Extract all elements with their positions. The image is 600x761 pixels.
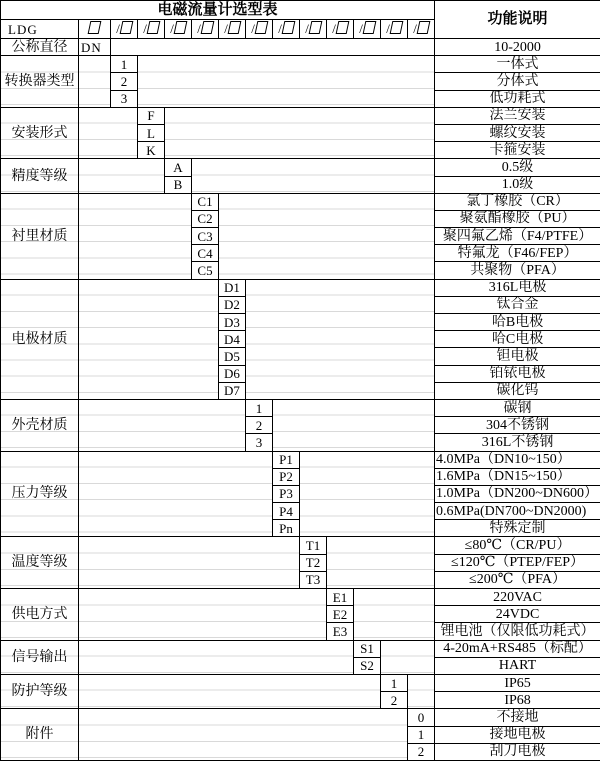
function-cell: 碳化钨 (435, 382, 600, 399)
order-code-slot-cell (165, 20, 192, 39)
empty-box-icon (119, 21, 133, 34)
spacer-cell (79, 193, 192, 279)
code-cell: F (138, 107, 165, 124)
spacer-cell (79, 537, 300, 589)
function-cell: 4-20mA+RS485（标配） (435, 640, 600, 657)
function-cell: 哈B电极 (435, 314, 600, 331)
order-code-slot-cell (300, 20, 327, 39)
code-cell: T2 (300, 554, 327, 571)
order-code-slot-cell (138, 20, 165, 39)
group-label: 信号输出 (1, 640, 79, 674)
spacer-cell (79, 399, 246, 451)
code-cell: 1 (408, 726, 435, 743)
slash-separator: / (251, 21, 255, 36)
code-cell: D3 (219, 314, 246, 331)
spacer-cell (79, 709, 408, 761)
function-cell: 低功耗式 (435, 90, 600, 107)
table-row (1, 193, 600, 210)
table-row (1, 107, 600, 124)
group-label: 防护等级 (1, 674, 79, 708)
spacer-cell (79, 107, 138, 159)
code-cell: C4 (192, 245, 219, 262)
spacer-cell (165, 107, 435, 159)
empty-box-icon (146, 21, 160, 34)
code-cell: 2 (381, 692, 408, 709)
code-cell: P3 (273, 485, 300, 502)
code-cell: K (138, 142, 165, 159)
function-cell: 4.0MPa（DN10~150） (435, 451, 600, 468)
slash-separator: / (224, 21, 228, 36)
code-cell: P2 (273, 468, 300, 485)
code-cell: DN (79, 39, 111, 56)
empty-box-icon (362, 21, 376, 34)
spacer-cell (138, 56, 435, 108)
code-cell: 3 (111, 90, 138, 107)
function-cell: 共聚物（PFA） (435, 262, 600, 279)
code-cell: D6 (219, 365, 246, 382)
spacer-cell (192, 159, 435, 193)
function-cell: HART (435, 657, 600, 674)
function-cell: 接地电极 (435, 726, 600, 743)
function-cell: 1.0MPa（DN200~DN600） (435, 485, 600, 502)
function-cell: 1.0级 (435, 176, 600, 193)
function-cell: 钽电极 (435, 348, 600, 365)
group-label: 外壳材质 (1, 399, 79, 451)
slash-separator: / (116, 21, 120, 36)
function-cell: 220VAC (435, 589, 600, 606)
function-cell: ≤200℃（PFA） (435, 571, 600, 588)
function-cell: 1.6MPa（DN15~150） (435, 468, 600, 485)
spacer-cell (408, 674, 435, 708)
group-label: 转换器类型 (1, 56, 79, 108)
spacer-cell (354, 589, 435, 641)
code-cell: T1 (300, 537, 327, 554)
function-cell: 特殊定制 (435, 520, 600, 537)
function-cell: 一体式 (435, 56, 600, 73)
table-row (1, 589, 600, 606)
function-cell: IP65 (435, 674, 600, 691)
code-cell: B (165, 176, 192, 193)
order-code-slot-cell (246, 20, 273, 39)
slash-separator: / (305, 21, 309, 36)
table-row (1, 537, 600, 554)
code-cell: C2 (192, 210, 219, 227)
table-row (1, 709, 600, 726)
empty-box-icon (254, 21, 268, 34)
spacer-cell (79, 56, 111, 108)
spacer-cell (79, 589, 327, 641)
spacer-cell (79, 640, 354, 674)
order-code-slot-cell (327, 20, 354, 39)
code-cell: 3 (246, 434, 273, 451)
group-label: 电极材质 (1, 279, 79, 399)
code-cell: T3 (300, 571, 327, 588)
slash-separator: / (332, 21, 336, 36)
slash-separator: / (413, 21, 417, 36)
function-cell: 碳钢 (435, 399, 600, 416)
slash-separator: / (170, 21, 174, 36)
header-row-title (1, 1, 600, 20)
spacer-cell (79, 451, 273, 537)
table-row (1, 159, 600, 176)
function-cell: 卡箍安装 (435, 142, 600, 159)
slash-separator: / (143, 21, 147, 36)
function-cell: 316L电极 (435, 279, 600, 296)
table-row (1, 451, 600, 468)
slash-separator: / (278, 21, 282, 36)
function-cell: 分体式 (435, 73, 600, 90)
table-row (1, 640, 600, 657)
spacer-cell (79, 674, 381, 708)
order-code-slot-cell (354, 20, 381, 39)
function-cell: 10-2000 (435, 39, 600, 56)
function-cell: ≤120℃（PTEP/FEP） (435, 554, 600, 571)
group-label: 公称直径 (1, 39, 79, 56)
table-row (1, 674, 600, 691)
spacer-cell (111, 39, 435, 56)
table-row (1, 39, 600, 56)
function-cell: 特氟龙（F46/FEP） (435, 245, 600, 262)
function-cell: 0.5级 (435, 159, 600, 176)
code-cell: 1 (381, 674, 408, 691)
function-cell: 螺纹安装 (435, 124, 600, 141)
group-label: 衬里材质 (1, 193, 79, 279)
code-cell: D1 (219, 279, 246, 296)
code-cell: 2 (408, 743, 435, 760)
function-cell: 0.6MPa(DN700~DN2000) (435, 503, 600, 520)
code-cell: 2 (246, 417, 273, 434)
group-label: 温度等级 (1, 537, 79, 589)
spacer-cell (273, 399, 435, 451)
code-cell: D2 (219, 296, 246, 313)
code-cell: S2 (354, 657, 381, 674)
code-cell: E1 (327, 589, 354, 606)
group-label: 附件 (1, 709, 79, 761)
code-cell: 2 (111, 73, 138, 90)
function-cell: 氯丁橡胶（CR） (435, 193, 600, 210)
empty-box-icon (88, 21, 102, 34)
code-cell: Pn (273, 520, 300, 537)
order-code-slot-cell (381, 20, 408, 39)
empty-box-icon (416, 21, 430, 34)
code-cell: E3 (327, 623, 354, 640)
group-label: 压力等级 (1, 451, 79, 537)
empty-box-icon (200, 21, 214, 34)
function-cell: IP68 (435, 692, 600, 709)
empty-box-icon (389, 21, 403, 34)
table-title: 电磁流量计选型表 (1, 1, 435, 20)
spacer-cell (300, 451, 435, 537)
function-cell: 聚四氟乙烯（F4/PTFE） (435, 228, 600, 245)
spacer-cell (79, 279, 219, 399)
function-cell: 316L不锈钢 (435, 434, 600, 451)
function-column-header: 功能说明 (435, 1, 600, 39)
code-cell: 1 (111, 56, 138, 73)
code-cell: 1 (246, 399, 273, 416)
code-cell: P4 (273, 503, 300, 520)
order-code-slot-cell (111, 20, 138, 39)
code-cell: D5 (219, 348, 246, 365)
function-cell: 法兰安装 (435, 107, 600, 124)
function-cell: 铂铱电极 (435, 365, 600, 382)
table-row (1, 56, 600, 73)
code-cell: D7 (219, 382, 246, 399)
code-cell: A (165, 159, 192, 176)
empty-box-icon (227, 21, 241, 34)
spacer-cell (219, 193, 435, 279)
function-cell: 304不锈钢 (435, 417, 600, 434)
code-cell: L (138, 124, 165, 141)
order-code-slot-cell (192, 20, 219, 39)
code-cell: 0 (408, 709, 435, 726)
function-cell: 哈C电极 (435, 331, 600, 348)
spacer-cell (79, 159, 165, 193)
slash-separator: / (386, 21, 390, 36)
table-row (1, 399, 600, 416)
empty-box-icon (308, 21, 322, 34)
spacer-cell (327, 537, 435, 589)
empty-box-icon (335, 21, 349, 34)
empty-box-icon (173, 21, 187, 34)
group-label: 精度等级 (1, 159, 79, 193)
slash-separator: / (359, 21, 363, 36)
function-cell: 钛合金 (435, 296, 600, 313)
function-cell: 24VDC (435, 606, 600, 623)
function-cell: 锂电池（仅限低功耗式） (435, 623, 600, 640)
spacer-cell (381, 640, 435, 674)
function-cell: 刮刀电极 (435, 743, 600, 760)
code-cell: C1 (192, 193, 219, 210)
empty-box-icon (281, 21, 295, 34)
order-code-slot-cell (219, 20, 246, 39)
model-prefix-cell: LDG (1, 20, 79, 39)
function-cell: 不接地 (435, 709, 600, 726)
order-code-slot-cell (273, 20, 300, 39)
code-cell: C3 (192, 228, 219, 245)
code-cell: D4 (219, 331, 246, 348)
group-label: 供电方式 (1, 589, 79, 641)
function-cell: 聚氨酯橡胶（PU） (435, 210, 600, 227)
slash-separator: / (197, 21, 201, 36)
code-cell: C5 (192, 262, 219, 279)
function-cell: ≤80℃（CR/PU） (435, 537, 600, 554)
code-cell: E2 (327, 606, 354, 623)
model-box-cell (79, 20, 111, 39)
order-code-slot-cell (408, 20, 435, 39)
group-label: 安装形式 (1, 107, 79, 159)
code-cell: P1 (273, 451, 300, 468)
spacer-cell (246, 279, 435, 399)
table-row (1, 279, 600, 296)
code-cell: S1 (354, 640, 381, 657)
